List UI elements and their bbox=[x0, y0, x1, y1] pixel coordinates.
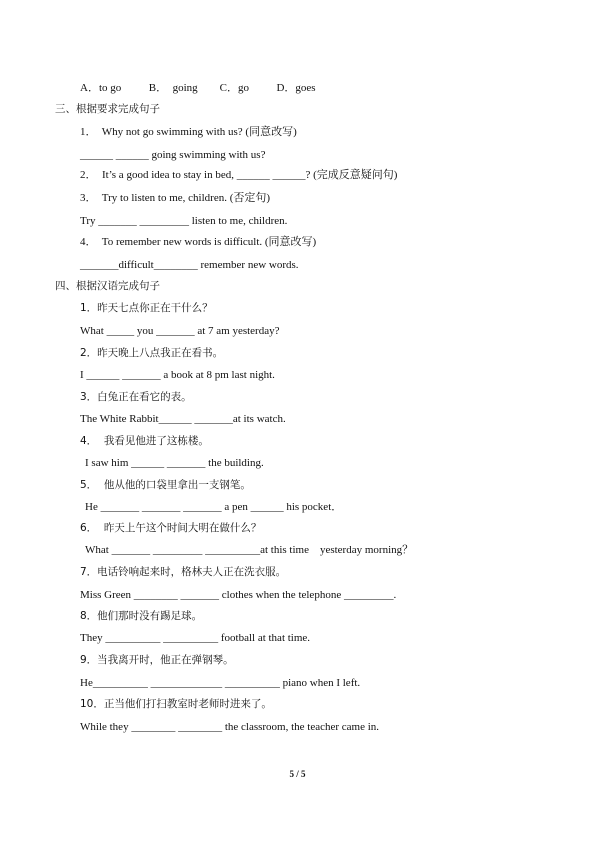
s4-q1-answer: What _____ you _______ at 7 am yesterday? bbox=[80, 325, 280, 337]
s4-q8-prompt: 8．他们那时没有踢足球。 bbox=[80, 610, 203, 622]
s3-q2-prompt: 2． It’s a good idea to stay in bed, ______ ______? (完成反意疑问句) bbox=[80, 169, 398, 181]
s4-q7-answer: Miss Green ________ _______ clothes when the telephone _________. bbox=[80, 589, 397, 601]
s4-q4-prompt: 4． 我看见他进了这栋楼。 bbox=[80, 435, 209, 447]
s4-q3-prompt: 3．白兔正在看它的表。 bbox=[80, 391, 192, 403]
s3-q1-answer: ______ ______ going swimming with us? bbox=[80, 149, 266, 161]
section-4-heading: 四、根据汉语完成句子 bbox=[55, 280, 160, 292]
s3-q4-answer: _______difficult________ remember new words. bbox=[80, 259, 299, 271]
s4-q9-answer: He__________ _____________ __________ piano when I left. bbox=[80, 677, 361, 689]
s3-q1-prompt: 1． Why not go swimming with us? (同意改写) bbox=[80, 126, 297, 138]
s4-q6-prompt: 6． 昨天上午这个时间大明在做什么？ bbox=[80, 522, 262, 534]
q-options: A．to go B． going C．go D．goes bbox=[80, 82, 316, 94]
s4-q10-answer: While they ________ ________ the classroom, the teacher came in. bbox=[80, 721, 380, 733]
s4-q4-answer: I saw him ______ _______ the building. bbox=[85, 457, 264, 469]
s4-q3-answer: The White Rabbit______ _______at its watch. bbox=[80, 413, 286, 425]
s4-q8-answer: They __________ __________ football at that time. bbox=[80, 632, 311, 644]
s4-q5-answer: He _______ _______ _______ a pen ______ his pocket． bbox=[85, 501, 343, 513]
s3-q3-answer: Try _______ _________ listen to me, children. bbox=[80, 215, 288, 227]
s3-q4-prompt: 4． To remember new words is difficult. (同意改写) bbox=[80, 236, 317, 248]
s4-q2-prompt: 2．昨天晚上八点我正在看书。 bbox=[80, 347, 224, 359]
s4-q2-answer: I ______ _______ a book at 8 pm last night. bbox=[80, 369, 275, 381]
s4-q5-prompt: 5． 他从他的口袋里拿出一支钢笔。 bbox=[80, 479, 251, 491]
s4-q7-prompt: 7．电话铃响起来时，格林夫人正在洗衣服。 bbox=[80, 566, 287, 578]
s3-q3-prompt: 3． Try to listen to me, children. (否定句) bbox=[80, 192, 271, 204]
page-number: 5 / 5 bbox=[289, 769, 306, 779]
section-3-heading: 三、根据要求完成句子 bbox=[55, 103, 160, 115]
s4-q6-answer: What _______ _________ __________at this time yesterday morning？ bbox=[85, 544, 414, 556]
s4-q10-prompt: 10．正当他们打扫教室时老师时进来了。 bbox=[80, 698, 272, 710]
s4-q9-prompt: 9．当我离开时，他正在弹钢琴。 bbox=[80, 654, 234, 666]
s4-q1-prompt: 1．昨天七点你正在干什么？ bbox=[80, 302, 213, 314]
